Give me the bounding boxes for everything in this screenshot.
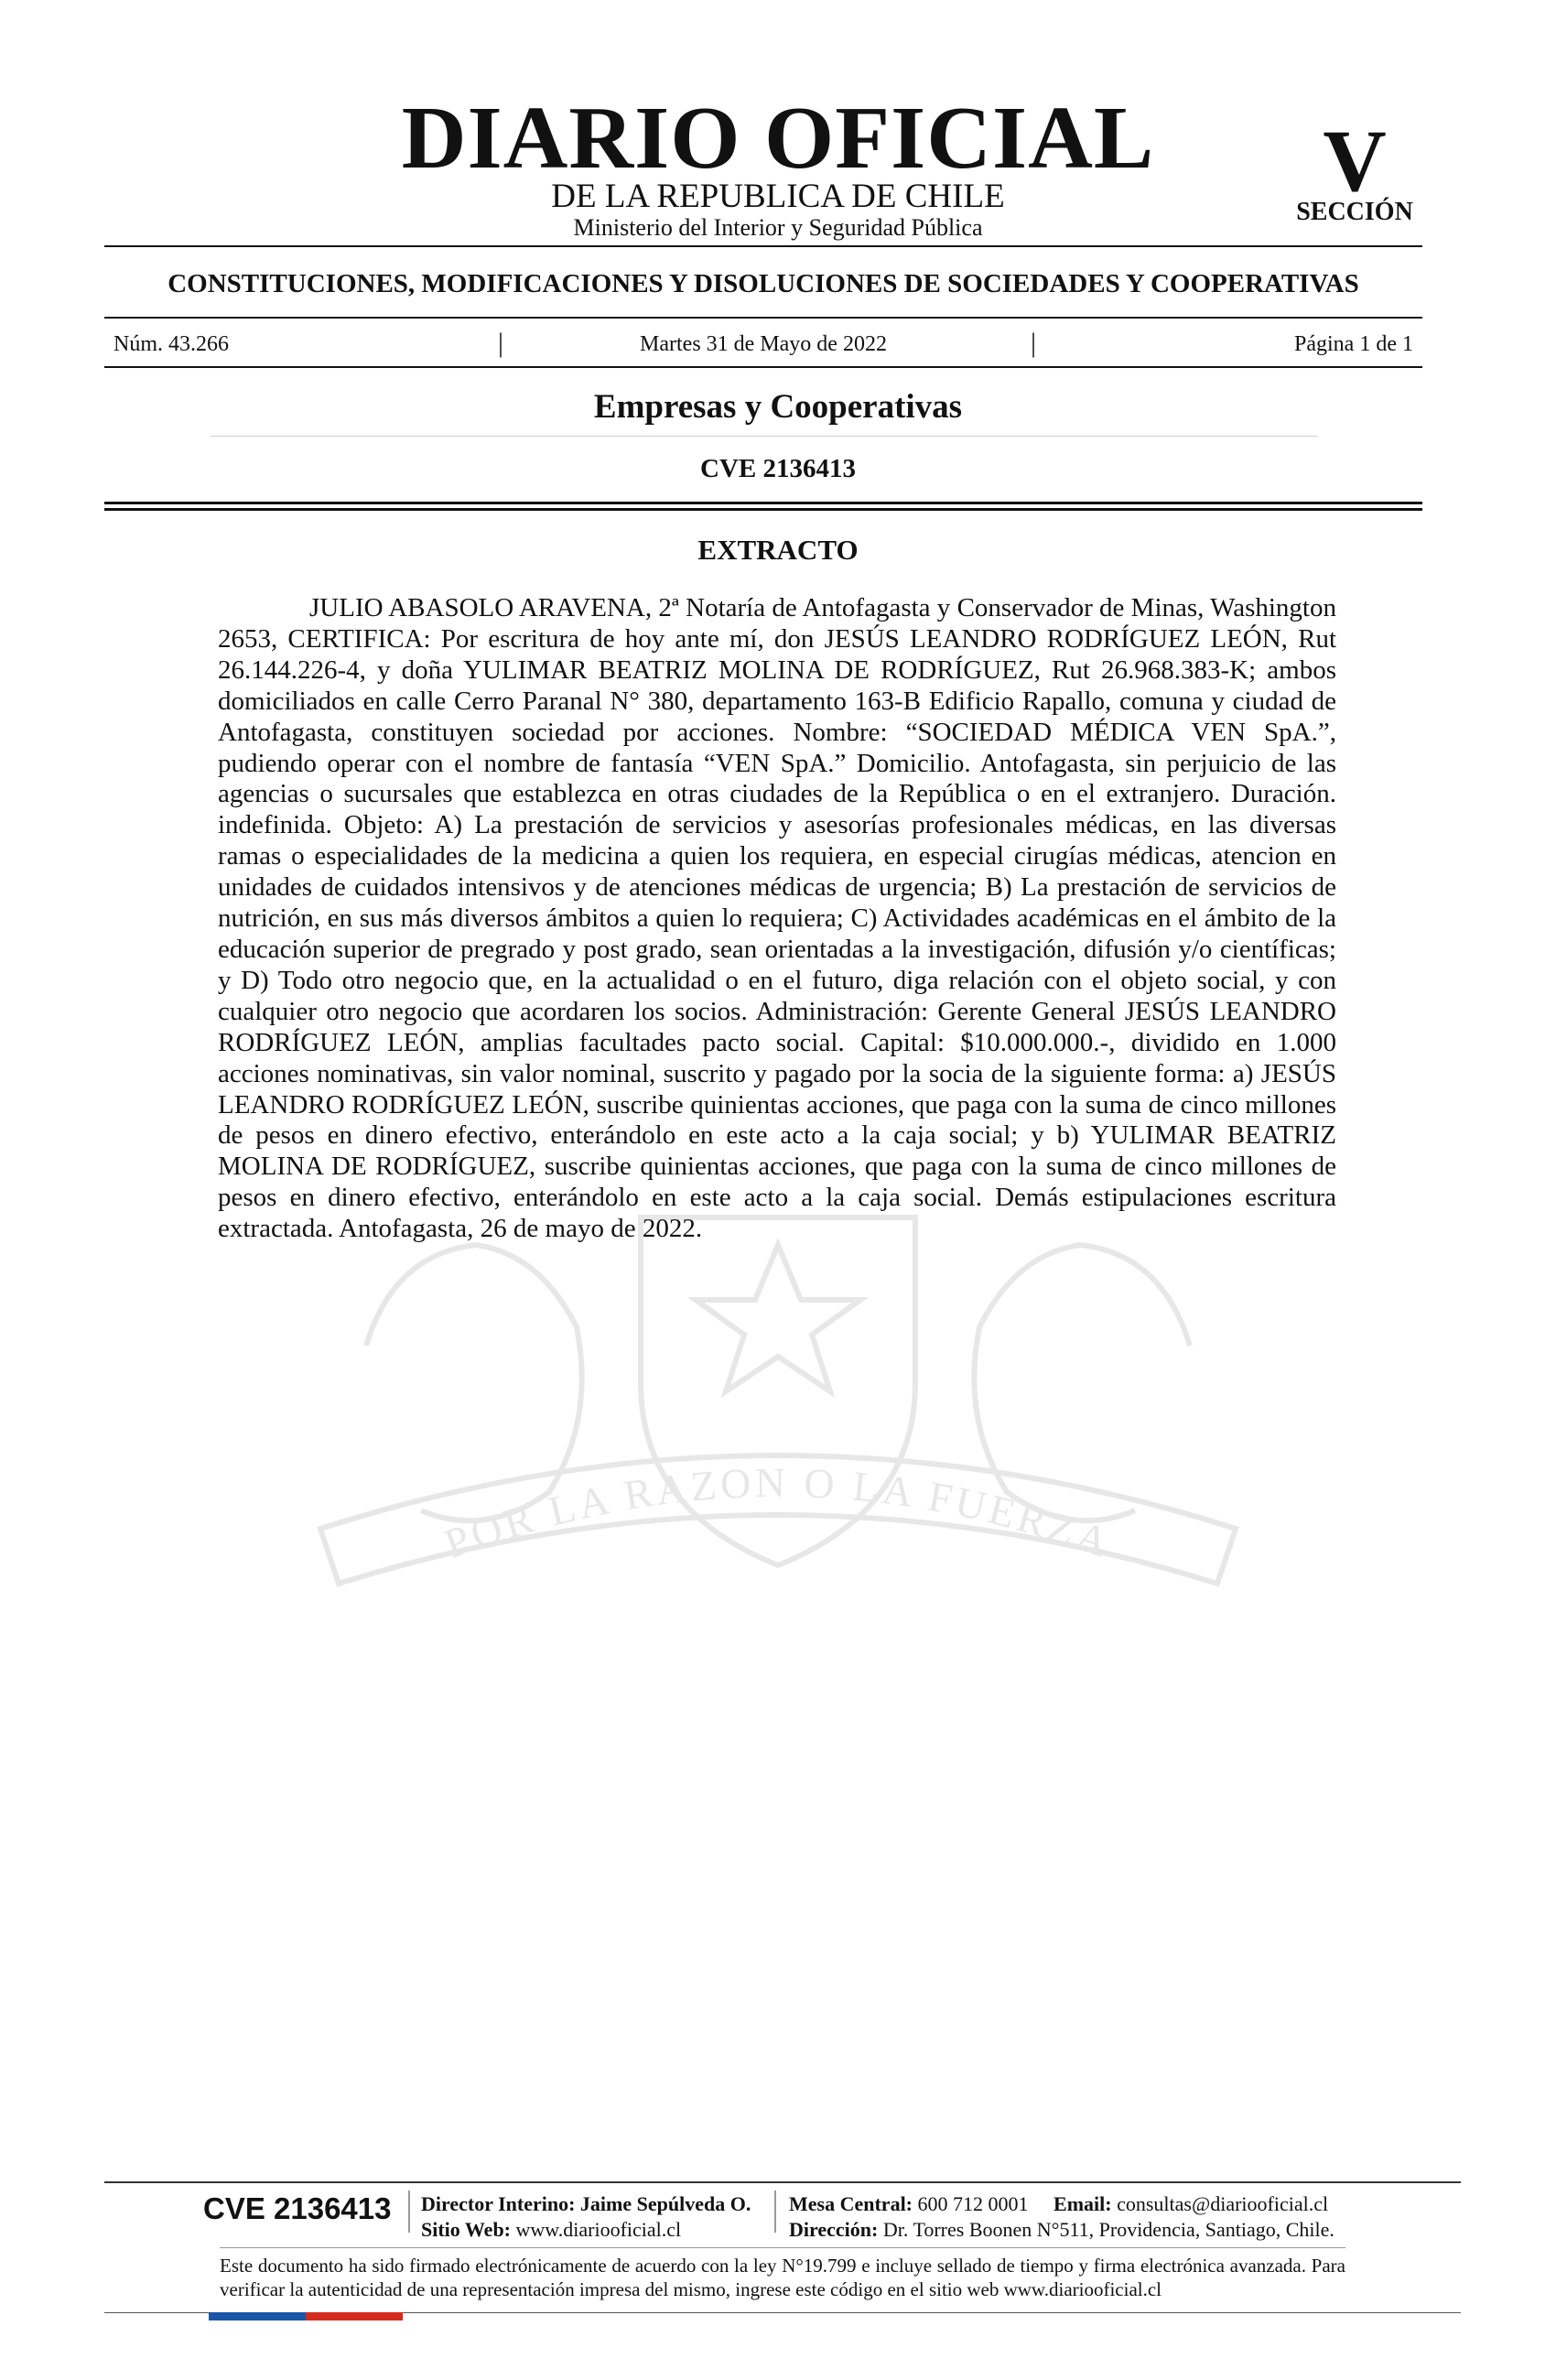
- footer-signature-note: Este documento ha sido firmado electrónicamente de acuerdo con la ley N°19.799 e incluye sellado de tiempo y firma electrónica avanzada. Para verificar la autenticidad de una representación impresa del mismo, ingrese este código en el sitio web www.diariooficial.cl: [220, 2255, 1345, 2300]
- phone-number: 600 712 0001: [917, 2192, 1029, 2215]
- footer-separator: [408, 2191, 410, 2233]
- address-text: Dr. Torres Boonen N°511, Providencia, Santiago, Chile.: [882, 2218, 1334, 2241]
- masthead-ministry: Ministerio del Interior y Seguridad Pública: [573, 214, 983, 241]
- website-label: Sitio Web:: [421, 2218, 512, 2241]
- category-divider: [104, 317, 1422, 319]
- section-heading: Empresas y Cooperativas: [593, 388, 963, 426]
- page-counter: Página 1 de 1: [1294, 332, 1413, 356]
- cve-divider-bottom: [104, 508, 1422, 511]
- section-number: V: [1323, 112, 1387, 210]
- meta-separator: |: [498, 328, 504, 358]
- watermark-motto: POR LA RAZON O LA FUERZA: [438, 1458, 1118, 1568]
- phone-label: Mesa Central:: [789, 2192, 913, 2215]
- cve-code: CVE 2136413: [700, 454, 856, 483]
- director-label: Director Interino:: [421, 2192, 576, 2215]
- extract-body: JULIO ABASOLO ARAVENA, 2ª Notaría de Antofagasta y Conservador de Minas, Washington 2653, CERTIFICA: Por escritura de hoy ante mí, don JESÚS LEANDRO RODRÍGUEZ LEÓN, Rut 26.144.226-4, y doña YULIMAR BEATRIZ MOLINA DE RODRÍGUEZ, Rut 26.968.383-K; ambos domiciliados en calle Cerro Paranal N° 380, departamento 163-B Edificio Rapallo, comuna y ciudad de Antofagasta, constituyen sociedad por acciones. Nombre: “SOCIEDAD MÉDICA VEN SpA.”, pudiendo operar con el nombre de fantasía “VEN SpA.” Domicilio. Antofagasta, sin perjuicio de las agencias o sucursales que establezca en otras ciudades de la República o en el extranjero. Duración. indefinida. Objeto: A) La prestación de servicios y asesorías profesionales médicas, en las diversas ramas o especialidades de la medicina a quien los requiera, en especial cirugías médicas, atencion en unidades de cuidados intensivos y de atenciones médicas de urgencia; B) La prestación de servicios de nutrición, en sus más diversos ámbitos a quien lo requiera; C) Actividades académicas en el ámbito de la educación superior de pregrado y post grado, sean orientadas a la investigación, difusión y/o científicas; y D) Todo otro negocio que, en la actualidad o en el futuro, diga relación con el objeto social, y con cualquier otro negocio que acordaren los socios. Administración: Gerente General JESÚS LEANDRO RODRÍGUEZ LEÓN, amplias facultades pacto social. Capital: $10.000.000.-, dividido en 1.000 acciones nominativas, sin valor nominal, suscrito y pagado por la socia de la siguiente forma: a) JESÚS LEANDRO RODRÍGUEZ LEÓN, suscribe quinientas acciones, que paga con la suma de cinco millones de pesos en dinero efectivo, enterándolo en este acto a la caja social; y b) YULIMAR BEATRIZ MOLINA DE RODRÍGUEZ, suscribe quinientas acciones, que paga con la suma de cinco millones de pesos en dinero efectivo, enterándolo en este acto a la caja social. Demás estipulaciones escritura extractada. Antofagasta, 26 de mayo de 2022.: [218, 593, 1336, 1244]
- footer-director-block: [421, 2191, 751, 2243]
- masthead-title: DIARIO OFICIAL: [401, 89, 1155, 188]
- director-name: Jaime Sepúlveda O.: [579, 2192, 751, 2215]
- category-title: CONSTITUCIONES, MODIFICACIONES Y DISOLUCIONES DE SOCIEDADES Y COOPERATIVAS: [167, 269, 1359, 298]
- heading-divider: [211, 436, 1318, 437]
- masthead-divider: [104, 245, 1422, 247]
- meta-separator: |: [1031, 328, 1037, 358]
- footer-note-divider: [220, 2247, 1345, 2248]
- issue-number: Núm. 43.266: [113, 332, 229, 356]
- masthead-subtitle: DE LA REPUBLICA DE CHILE: [551, 178, 1005, 215]
- email-label: Email:: [1054, 2192, 1112, 2215]
- email-link[interactable]: consultas@diariooficial.cl: [1117, 2192, 1329, 2215]
- issue-date: Martes 31 de Mayo de 2022: [640, 332, 887, 356]
- website-link[interactable]: www.diariooficial.cl: [515, 2218, 682, 2241]
- address-label: Dirección:: [789, 2218, 879, 2241]
- flag-stripe-blue: [209, 2312, 306, 2320]
- meta-divider: [104, 366, 1422, 368]
- footer-contact-block: [789, 2191, 1334, 2243]
- footer-cve-code: CVE 2136413: [203, 2191, 392, 2225]
- cve-divider-top: [104, 502, 1422, 504]
- flag-stripe-red: [306, 2312, 403, 2320]
- section-label: SECCIÓN: [1296, 198, 1413, 226]
- footer-divider: [104, 2181, 1461, 2183]
- extract-title: EXTRACTO: [697, 534, 859, 566]
- footer-separator: [774, 2191, 776, 2233]
